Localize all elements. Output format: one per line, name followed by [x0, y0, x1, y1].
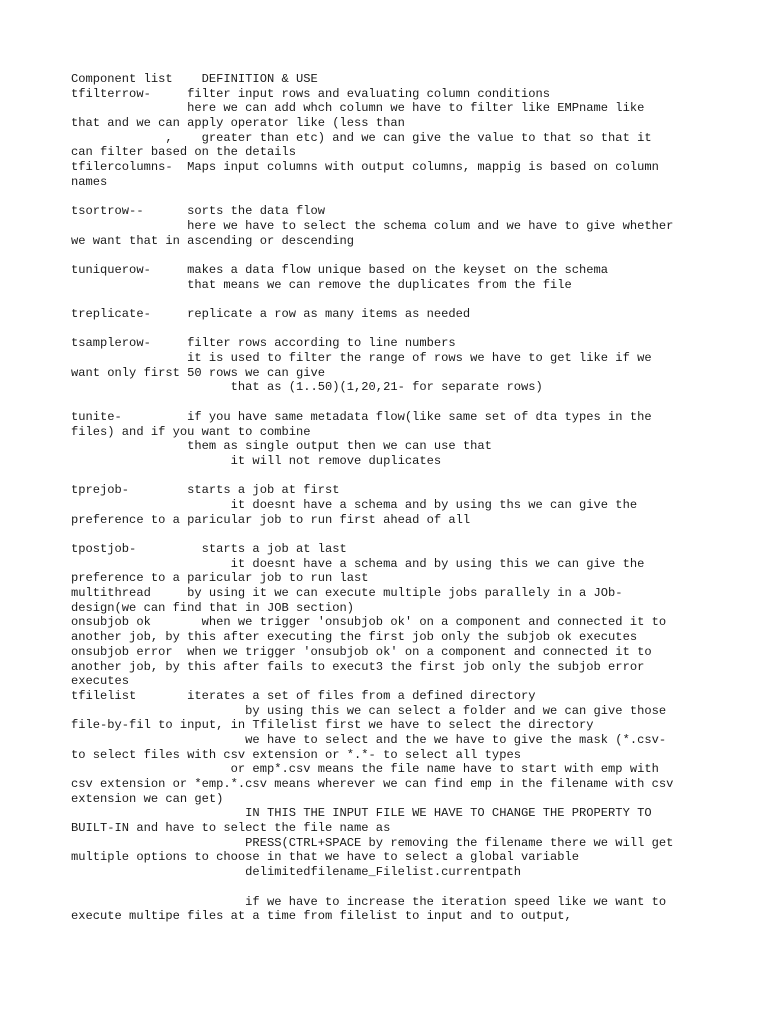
blank-line [71, 248, 711, 263]
blank-line [71, 880, 711, 895]
text-line: if we have to increase the iteration speed like we want to [71, 894, 667, 909]
text-line: can filter based on the details [71, 145, 296, 160]
text-line: onsubjob error when we trigger 'onsubjob ok' on a component and connected it to [71, 644, 652, 659]
text-line: preference to a paricular job to run last [71, 571, 369, 586]
text-line: tfilercolumns- Maps input columns with output columns, mappig is based on column [71, 160, 659, 175]
text-line: delimitedfilename_Filelist.currentpath [71, 865, 521, 880]
text-line: it doesnt have a schema and by using ths we can give the [71, 497, 638, 512]
text-line: here we have to select the schema colum and we have to give whether [71, 218, 674, 233]
blank-line [71, 322, 711, 337]
text-line: design(we can find that in JOB section) [71, 600, 355, 615]
text-line: or emp*.csv means the file name have to start with emp with [71, 762, 659, 777]
text-line: tsortrow-- sorts the data flow [71, 204, 326, 219]
text-line: extension we can get) [71, 791, 224, 806]
text-line: executes [71, 674, 130, 689]
text-line: onsubjob ok when we trigger 'onsubjob ok' on a component and connected it to [71, 615, 667, 630]
text-line: want only first 50 rows we can give [71, 365, 326, 380]
text-line: here we can add whch column we have to filter like EMPname like [71, 101, 645, 116]
text-line: another job, by this after fails to execut3 the first job only the subjob error [71, 659, 645, 674]
text-line: that means we can remove the duplicates from the file [71, 277, 572, 292]
document-body [71, 72, 711, 924]
text-line: csv extension or *emp.*.csv means wherever we can find emp in the filename with csv [71, 777, 674, 791]
text-line: another job, by this after executing the first job only the subjob ok executes [71, 630, 638, 645]
text-line: it will not remove duplicates [71, 453, 442, 468]
text-line: execute multipe files at a time from filelist to input and to output, [71, 909, 572, 924]
text-line: BUILT-IN and have to select the file name as [71, 821, 391, 836]
text-line: we have to select and the we have to give the mask (*.csv- [71, 732, 667, 747]
text-line: tprejob- starts a job at first [71, 483, 340, 498]
text-line: PRESS(CTRL+SPACE by removing the filename there we will get [71, 835, 674, 850]
text-line: treplicate- replicate a row as many items as needed [71, 307, 471, 321]
text-line: it is used to filter the range of rows we have to get like if we [71, 351, 652, 366]
text-line: file-by-fil to input, in Tfilelist first we have to select the directory [71, 718, 594, 733]
text-line: tpostjob- starts a job at last [71, 542, 347, 556]
text-line: to select files with csv extension or *.*- to select all types [71, 747, 521, 762]
text-line: IN THIS THE INPUT FILE WE HAVE TO CHANGE THE PROPERTY TO [71, 806, 652, 821]
text-line: multithread by using it we can execute multiple jobs parallely in a JOb- [71, 586, 623, 601]
blank-line [71, 292, 711, 307]
text-line: tsamplerow- filter rows according to line numbers [71, 336, 456, 351]
text-line: that as (1..50)(1,20,21- for separate rows) [71, 380, 543, 395]
blank-line [71, 395, 711, 410]
text-line: them as single output then we can use that [71, 439, 492, 454]
text-line: tfilelist iterates a set of files from a defined directory [71, 688, 536, 703]
text-line: it doesnt have a schema and by using this we can give the [71, 556, 645, 571]
blank-line [71, 527, 711, 542]
text-line: tfilterrow- filter input rows and evaluating column conditions [71, 86, 550, 101]
text-line: Component list DEFINITION & USE [71, 72, 318, 86]
blank-line [71, 190, 711, 205]
text-line: by using this we can select a folder and we can give those [71, 703, 667, 718]
text-line: we want that in ascending or descending [71, 233, 355, 248]
text-line: tuniquerow- makes a data flow unique based on the keyset on the schema [71, 262, 609, 277]
text-line: preference to a paricular job to run first ahead of all [71, 512, 471, 527]
text-line: multiple options to choose in that we have to select a global variable [71, 850, 580, 865]
text-line: names [71, 174, 108, 189]
blank-line [71, 469, 711, 484]
text-line: files) and if you want to combine [71, 424, 311, 439]
text-line: , greater than etc) and we can give the value to that so that it [71, 130, 652, 145]
text-line: tunite- if you have same metadata flow(like same set of dta types in the [71, 409, 652, 424]
text-line: that and we can apply operator like (less than [71, 116, 405, 131]
